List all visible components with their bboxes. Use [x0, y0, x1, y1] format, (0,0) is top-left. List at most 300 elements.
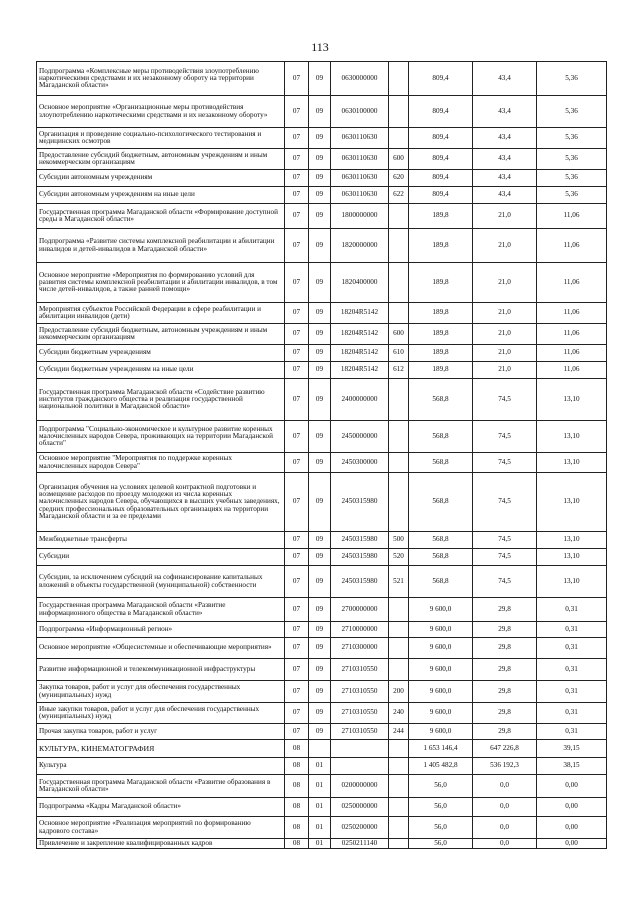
table-row: [37, 128, 607, 149]
section-code-cell: 08: [285, 758, 309, 775]
execution-percent-cell: 0,31: [537, 598, 607, 622]
page-number: 113: [311, 40, 329, 54]
expense-type-cell: 240: [389, 703, 409, 724]
target-article-cell: 2710310550: [331, 703, 389, 724]
subsection-code-cell: 09: [309, 473, 331, 532]
section-code-cell: 07: [285, 128, 309, 149]
table-row: [37, 379, 607, 421]
execution-percent-cell: 13,10: [537, 473, 607, 532]
target-article-cell: 2450315980: [331, 549, 389, 566]
subsection-code-cell: 09: [309, 149, 331, 170]
executed-amount-cell: 21,0: [473, 324, 537, 345]
section-code-cell: 07: [285, 622, 309, 638]
section-code-cell: 08: [285, 775, 309, 798]
target-article-cell: 0630000000: [331, 62, 389, 96]
execution-percent-cell: 13,10: [537, 549, 607, 566]
approved-amount-cell: 56,0: [409, 798, 473, 817]
row-name-cell: Подпрограмма «Комплексные меры противодействия злоупотреблению наркотическими средствами и их незаконному обороту на территории Магаданской области»: [37, 62, 285, 96]
approved-amount-cell: 9 600,0: [409, 724, 473, 740]
row-name-cell: Развитие информационной и телекоммуникационной инфраструктуры: [37, 659, 285, 681]
section-code-cell: 08: [285, 740, 309, 758]
section-code-cell: 07: [285, 263, 309, 303]
table-row: [37, 187, 607, 204]
section-code-cell: 08: [285, 839, 309, 849]
row-name-cell: Государственная программа Магаданской области «Развитие информационного общества в Магаданской области»: [37, 598, 285, 622]
execution-percent-cell: 13,10: [537, 453, 607, 473]
approved-amount-cell: 809,4: [409, 170, 473, 187]
expense-type-cell: [389, 453, 409, 473]
section-code-cell: 07: [285, 303, 309, 324]
executed-amount-cell: 74,5: [473, 532, 537, 549]
subsection-code-cell: 09: [309, 681, 331, 703]
row-name-cell: Предоставление субсидий бюджетным, автономным учреждениям и иным некоммерческим организациям: [37, 324, 285, 345]
table-row: [37, 724, 607, 740]
approved-amount-cell: 568,8: [409, 473, 473, 532]
expense-type-cell: [389, 740, 409, 758]
target-article-cell: 2450315980: [331, 532, 389, 549]
executed-amount-cell: 74,5: [473, 566, 537, 598]
table-row: [37, 170, 607, 187]
row-name-cell: Государственная программа Магаданской области «Развитие образования в Магаданской области»: [37, 775, 285, 798]
row-name-cell: Субсидии бюджетным учреждениям на иные цели: [37, 362, 285, 379]
target-article-cell: 0200000000: [331, 775, 389, 798]
section-code-cell: 07: [285, 473, 309, 532]
subsection-code-cell: 09: [309, 622, 331, 638]
execution-percent-cell: 11,06: [537, 362, 607, 379]
execution-percent-cell: 5,36: [537, 128, 607, 149]
subsection-code-cell: 09: [309, 204, 331, 229]
table-row: [37, 473, 607, 532]
section-code-cell: 07: [285, 229, 309, 263]
table-row: [37, 798, 607, 817]
row-name-cell: Субсидии, за исключением субсидий на софинансирование капитальных вложений в объекты государственной (муниципальной) собственности: [37, 566, 285, 598]
expense-type-cell: [389, 229, 409, 263]
target-article-cell: 0250200000: [331, 817, 389, 839]
target-article-cell: [331, 758, 389, 775]
target-article-cell: 18204R5142: [331, 345, 389, 362]
target-article-cell: 2710000000: [331, 622, 389, 638]
subsection-code-cell: 01: [309, 798, 331, 817]
execution-percent-cell: 39,15: [537, 740, 607, 758]
row-name-cell: Подпрограмма «Развитие системы комплексной реабилитации и абилитации инвалидов и детей-инвалидов в Магаданской области»: [37, 229, 285, 263]
expense-type-cell: 600: [389, 149, 409, 170]
approved-amount-cell: 568,8: [409, 549, 473, 566]
expense-type-cell: [389, 96, 409, 128]
approved-amount-cell: 9 600,0: [409, 622, 473, 638]
table-row: [37, 549, 607, 566]
subsection-code-cell: 09: [309, 638, 331, 659]
approved-amount-cell: 9 600,0: [409, 681, 473, 703]
section-code-cell: 07: [285, 681, 309, 703]
row-name-cell: Субсидии: [37, 549, 285, 566]
execution-percent-cell: 0,00: [537, 817, 607, 839]
approved-amount-cell: 809,4: [409, 187, 473, 204]
expense-type-cell: 620: [389, 170, 409, 187]
target-article-cell: 0630100000: [331, 96, 389, 128]
target-article-cell: 1820000000: [331, 229, 389, 263]
table-row: [37, 703, 607, 724]
executed-amount-cell: 21,0: [473, 263, 537, 303]
row-name-cell: Организация обучения на условиях целевой контрактной подготовки и возмещение расходов по проезду молодежи из числа коренных малочисленных народов Севера, обучающихся в высших учебных заведениях, средних профессиональных образовательных организациях на территории Магаданской области и за ее пределами: [37, 473, 285, 532]
expense-type-cell: 600: [389, 324, 409, 345]
expense-type-cell: [389, 303, 409, 324]
execution-percent-cell: 5,36: [537, 96, 607, 128]
approved-amount-cell: 189,8: [409, 345, 473, 362]
execution-percent-cell: 0,31: [537, 681, 607, 703]
table-row: [37, 681, 607, 703]
table-row: [37, 638, 607, 659]
execution-percent-cell: 0,00: [537, 775, 607, 798]
table-row: [37, 204, 607, 229]
execution-percent-cell: 11,06: [537, 229, 607, 263]
approved-amount-cell: 568,8: [409, 421, 473, 453]
target-article-cell: 1800000000: [331, 204, 389, 229]
executed-amount-cell: 0,0: [473, 839, 537, 849]
expense-type-cell: [389, 379, 409, 421]
executed-amount-cell: 43,4: [473, 149, 537, 170]
expense-type-cell: [389, 798, 409, 817]
approved-amount-cell: 189,8: [409, 229, 473, 263]
expense-type-cell: [389, 758, 409, 775]
section-code-cell: 07: [285, 149, 309, 170]
subsection-code-cell: 09: [309, 724, 331, 740]
table-row: [37, 345, 607, 362]
table-row: [37, 775, 607, 798]
section-code-cell: 07: [285, 187, 309, 204]
expense-type-cell: [389, 204, 409, 229]
executed-amount-cell: 29,8: [473, 681, 537, 703]
approved-amount-cell: 568,8: [409, 566, 473, 598]
row-name-cell: Подпрограмма «Информационный регион»: [37, 622, 285, 638]
approved-amount-cell: 189,8: [409, 362, 473, 379]
row-name-cell: Организация и проведение социально-психологического тестирования и медицинских осмотров: [37, 128, 285, 149]
subsection-code-cell: 09: [309, 170, 331, 187]
table-row: [37, 62, 607, 96]
approved-amount-cell: 809,4: [409, 128, 473, 149]
approved-amount-cell: 9 600,0: [409, 703, 473, 724]
subsection-code-cell: [309, 740, 331, 758]
executed-amount-cell: 74,5: [473, 549, 537, 566]
section-code-cell: 07: [285, 204, 309, 229]
executed-amount-cell: 21,0: [473, 345, 537, 362]
table-row: [37, 453, 607, 473]
subsection-code-cell: 09: [309, 96, 331, 128]
subsection-code-cell: 01: [309, 817, 331, 839]
expense-type-cell: 244: [389, 724, 409, 740]
row-name-cell: Культура: [37, 758, 285, 775]
approved-amount-cell: 56,0: [409, 839, 473, 849]
row-name-cell: Привлечение и закрепление квалифицированных кадров: [37, 839, 285, 849]
approved-amount-cell: 56,0: [409, 817, 473, 839]
execution-percent-cell: 5,36: [537, 62, 607, 96]
table-row: [37, 303, 607, 324]
executed-amount-cell: 0,0: [473, 775, 537, 798]
approved-amount-cell: 189,8: [409, 263, 473, 303]
subsection-code-cell: 09: [309, 453, 331, 473]
row-name-cell: Подпрограмма «Кадры Магаданской области»: [37, 798, 285, 817]
approved-amount-cell: 189,8: [409, 303, 473, 324]
executed-amount-cell: 21,0: [473, 303, 537, 324]
section-code-cell: 07: [285, 345, 309, 362]
section-code-cell: 07: [285, 724, 309, 740]
section-code-cell: 07: [285, 532, 309, 549]
row-name-cell: Основное мероприятие «Общесистемные и обеспечивающие мероприятия»: [37, 638, 285, 659]
section-code-cell: 07: [285, 170, 309, 187]
target-article-cell: 2710310550: [331, 681, 389, 703]
table-row: [37, 324, 607, 345]
subsection-code-cell: 09: [309, 187, 331, 204]
subsection-code-cell: 09: [309, 229, 331, 263]
execution-percent-cell: 0,31: [537, 659, 607, 681]
executed-amount-cell: 29,8: [473, 638, 537, 659]
approved-amount-cell: 9 600,0: [409, 598, 473, 622]
execution-percent-cell: 13,10: [537, 421, 607, 453]
table-row: [37, 817, 607, 839]
execution-percent-cell: 11,06: [537, 303, 607, 324]
target-article-cell: 18204R5142: [331, 303, 389, 324]
executed-amount-cell: 0,0: [473, 798, 537, 817]
executed-amount-cell: 536 192,3: [473, 758, 537, 775]
execution-percent-cell: 0,31: [537, 622, 607, 638]
subsection-code-cell: 01: [309, 775, 331, 798]
executed-amount-cell: 29,8: [473, 598, 537, 622]
expense-type-cell: [389, 659, 409, 681]
approved-amount-cell: 1 405 482,8: [409, 758, 473, 775]
target-article-cell: 2450000000: [331, 421, 389, 453]
executed-amount-cell: 0,0: [473, 817, 537, 839]
section-code-cell: 07: [285, 598, 309, 622]
target-article-cell: 2700000000: [331, 598, 389, 622]
subsection-code-cell: 09: [309, 379, 331, 421]
subsection-code-cell: 09: [309, 549, 331, 566]
subsection-code-cell: 01: [309, 839, 331, 849]
row-name-cell: Государственная программа Магаданской области «Формирование доступной среды в Магаданской области»: [37, 204, 285, 229]
execution-percent-cell: 11,06: [537, 204, 607, 229]
expense-type-cell: [389, 62, 409, 96]
target-article-cell: [331, 740, 389, 758]
execution-percent-cell: 0,31: [537, 724, 607, 740]
row-name-cell: Прочая закупка товаров, работ и услуг: [37, 724, 285, 740]
execution-percent-cell: 11,06: [537, 263, 607, 303]
expense-type-cell: [389, 638, 409, 659]
row-name-cell: Государственная программа Магаданской области «Содействие развитию институтов гражданского общества и реализация государственной национальной политики в Магаданской области»: [37, 379, 285, 421]
expense-type-cell: 610: [389, 345, 409, 362]
row-name-cell: Субсидии автономным учреждениям на иные цели: [37, 187, 285, 204]
row-name-cell: Основное мероприятие «Организационные меры противодействия злоупотреблению наркотическими средствами и их незаконному обороту»: [37, 96, 285, 128]
expense-type-cell: 622: [389, 187, 409, 204]
executed-amount-cell: 74,5: [473, 421, 537, 453]
target-article-cell: 2710310550: [331, 659, 389, 681]
executed-amount-cell: 43,4: [473, 96, 537, 128]
execution-percent-cell: 0,00: [537, 839, 607, 849]
row-name-cell: Основное мероприятие «Мероприятия по формированию условий для развития системы комплексной реабилитации и абилитации инвалидов, в том числе детей-инвалидов, а также ранней помощи»: [37, 263, 285, 303]
section-code-cell: 07: [285, 362, 309, 379]
subsection-code-cell: 09: [309, 532, 331, 549]
subsection-code-cell: 01: [309, 758, 331, 775]
executed-amount-cell: 21,0: [473, 204, 537, 229]
target-article-cell: 18204R5142: [331, 324, 389, 345]
subsection-code-cell: 09: [309, 566, 331, 598]
row-name-cell: Субсидии автономным учреждениям: [37, 170, 285, 187]
approved-amount-cell: 56,0: [409, 775, 473, 798]
executed-amount-cell: 74,5: [473, 453, 537, 473]
target-article-cell: 2450315980: [331, 473, 389, 532]
row-name-cell: Основное мероприятие "Мероприятия по поддержке коренных малочисленных народов Севера": [37, 453, 285, 473]
section-code-cell: 07: [285, 96, 309, 128]
row-name-cell: Основное мероприятие «Реализация мероприятий по формированию кадрового состава»: [37, 817, 285, 839]
subsection-code-cell: 09: [309, 421, 331, 453]
expense-type-cell: 520: [389, 549, 409, 566]
table-row: [37, 622, 607, 638]
execution-percent-cell: 5,36: [537, 187, 607, 204]
expense-type-cell: [389, 473, 409, 532]
budget-table-body: [37, 62, 607, 849]
section-code-cell: 07: [285, 421, 309, 453]
table-row: [37, 659, 607, 681]
execution-percent-cell: 11,06: [537, 345, 607, 362]
section-code-cell: 08: [285, 798, 309, 817]
target-article-cell: 0250211140: [331, 839, 389, 849]
approved-amount-cell: 189,8: [409, 204, 473, 229]
subsection-code-cell: 09: [309, 362, 331, 379]
execution-percent-cell: 0,00: [537, 798, 607, 817]
expense-type-cell: 612: [389, 362, 409, 379]
subsection-code-cell: 09: [309, 62, 331, 96]
execution-percent-cell: 5,36: [537, 170, 607, 187]
section-code-cell: 07: [285, 324, 309, 345]
execution-percent-cell: 11,06: [537, 324, 607, 345]
section-code-cell: 08: [285, 817, 309, 839]
execution-percent-cell: 13,10: [537, 532, 607, 549]
subsection-code-cell: 09: [309, 324, 331, 345]
target-article-cell: 2450315980: [331, 566, 389, 598]
table-row: [37, 263, 607, 303]
section-code-cell: 07: [285, 62, 309, 96]
approved-amount-cell: 568,8: [409, 532, 473, 549]
executed-amount-cell: 29,8: [473, 724, 537, 740]
execution-percent-cell: 38,15: [537, 758, 607, 775]
subsection-code-cell: 09: [309, 128, 331, 149]
expense-type-cell: [389, 775, 409, 798]
budget-table: [36, 61, 607, 849]
section-code-cell: 07: [285, 379, 309, 421]
expense-type-cell: 200: [389, 681, 409, 703]
executed-amount-cell: 29,8: [473, 622, 537, 638]
expense-type-cell: [389, 622, 409, 638]
target-article-cell: 0630110630: [331, 170, 389, 187]
executed-amount-cell: 43,4: [473, 62, 537, 96]
executed-amount-cell: 21,0: [473, 229, 537, 263]
execution-percent-cell: 0,31: [537, 703, 607, 724]
approved-amount-cell: 809,4: [409, 62, 473, 96]
table-row: [37, 566, 607, 598]
target-article-cell: 0250000000: [331, 798, 389, 817]
table-row: [37, 229, 607, 263]
subsection-code-cell: 09: [309, 345, 331, 362]
executed-amount-cell: 21,0: [473, 362, 537, 379]
execution-percent-cell: 5,36: [537, 149, 607, 170]
table-row: [37, 421, 607, 453]
table-row: [37, 839, 607, 849]
expense-type-cell: [389, 421, 409, 453]
section-code-cell: 07: [285, 638, 309, 659]
section-code-cell: 07: [285, 659, 309, 681]
target-article-cell: 2450300000: [331, 453, 389, 473]
expense-type-cell: [389, 839, 409, 849]
executed-amount-cell: 647 226,8: [473, 740, 537, 758]
approved-amount-cell: 809,4: [409, 149, 473, 170]
row-name-cell: Мероприятия субъектов Российской Федерации в сфере реабилитации и абилитации инвалидов (дети): [37, 303, 285, 324]
executed-amount-cell: 74,5: [473, 379, 537, 421]
approved-amount-cell: 568,8: [409, 379, 473, 421]
row-name-cell: Иные закупки товаров, работ и услуг для обеспечения государственных (муниципальных) нужд: [37, 703, 285, 724]
table-row: [37, 362, 607, 379]
approved-amount-cell: 189,8: [409, 324, 473, 345]
table-row: [37, 758, 607, 775]
approved-amount-cell: 568,8: [409, 453, 473, 473]
target-article-cell: 0630110630: [331, 128, 389, 149]
approved-amount-cell: 1 653 146,4: [409, 740, 473, 758]
row-name-cell: Предоставление субсидий бюджетным, автономным учреждениям и иным некоммерческим организациям: [37, 149, 285, 170]
executed-amount-cell: 29,8: [473, 703, 537, 724]
expense-type-cell: [389, 817, 409, 839]
target-article-cell: 0630110630: [331, 149, 389, 170]
section-code-cell: 07: [285, 566, 309, 598]
expense-type-cell: 521: [389, 566, 409, 598]
executed-amount-cell: 43,4: [473, 128, 537, 149]
execution-percent-cell: 13,10: [537, 379, 607, 421]
expense-type-cell: [389, 128, 409, 149]
executed-amount-cell: 29,8: [473, 659, 537, 681]
approved-amount-cell: 9 600,0: [409, 638, 473, 659]
table-row: [37, 149, 607, 170]
target-article-cell: 1820400000: [331, 263, 389, 303]
row-name-cell: Межбюджетные трансферты: [37, 532, 285, 549]
expense-type-cell: [389, 263, 409, 303]
subsection-code-cell: 09: [309, 263, 331, 303]
subsection-code-cell: 09: [309, 598, 331, 622]
row-name-cell: Подпрограмма "Социально-экономическое и культурное развитие коренных малочисленных народов Севера, проживающих на территории Магаданской области": [37, 421, 285, 453]
subsection-code-cell: 09: [309, 659, 331, 681]
target-article-cell: 2400000000: [331, 379, 389, 421]
expense-type-cell: [389, 598, 409, 622]
table-row: [37, 740, 607, 758]
table-row: [37, 598, 607, 622]
target-article-cell: 2710310550: [331, 724, 389, 740]
table-row: [37, 532, 607, 549]
execution-percent-cell: 0,31: [537, 638, 607, 659]
expense-type-cell: 500: [389, 532, 409, 549]
row-name-cell: Субсидии бюджетным учреждениям: [37, 345, 285, 362]
execution-percent-cell: 13,10: [537, 566, 607, 598]
approved-amount-cell: 809,4: [409, 96, 473, 128]
section-code-cell: 07: [285, 453, 309, 473]
target-article-cell: 0630110630: [331, 187, 389, 204]
row-name-cell: Закупка товаров, работ и услуг для обеспечения государственных (муниципальных) нужд: [37, 681, 285, 703]
subsection-code-cell: 09: [309, 303, 331, 324]
subsection-code-cell: 09: [309, 703, 331, 724]
executed-amount-cell: 43,4: [473, 170, 537, 187]
row-name-cell: КУЛЬТУРА, КИНЕМАТОГРАФИЯ: [37, 740, 285, 758]
approved-amount-cell: 9 600,0: [409, 659, 473, 681]
target-article-cell: 18204R5142: [331, 362, 389, 379]
executed-amount-cell: 43,4: [473, 187, 537, 204]
section-code-cell: 07: [285, 703, 309, 724]
section-code-cell: 07: [285, 549, 309, 566]
table-row: [37, 96, 607, 128]
executed-amount-cell: 74,5: [473, 473, 537, 532]
target-article-cell: 2710300000: [331, 638, 389, 659]
